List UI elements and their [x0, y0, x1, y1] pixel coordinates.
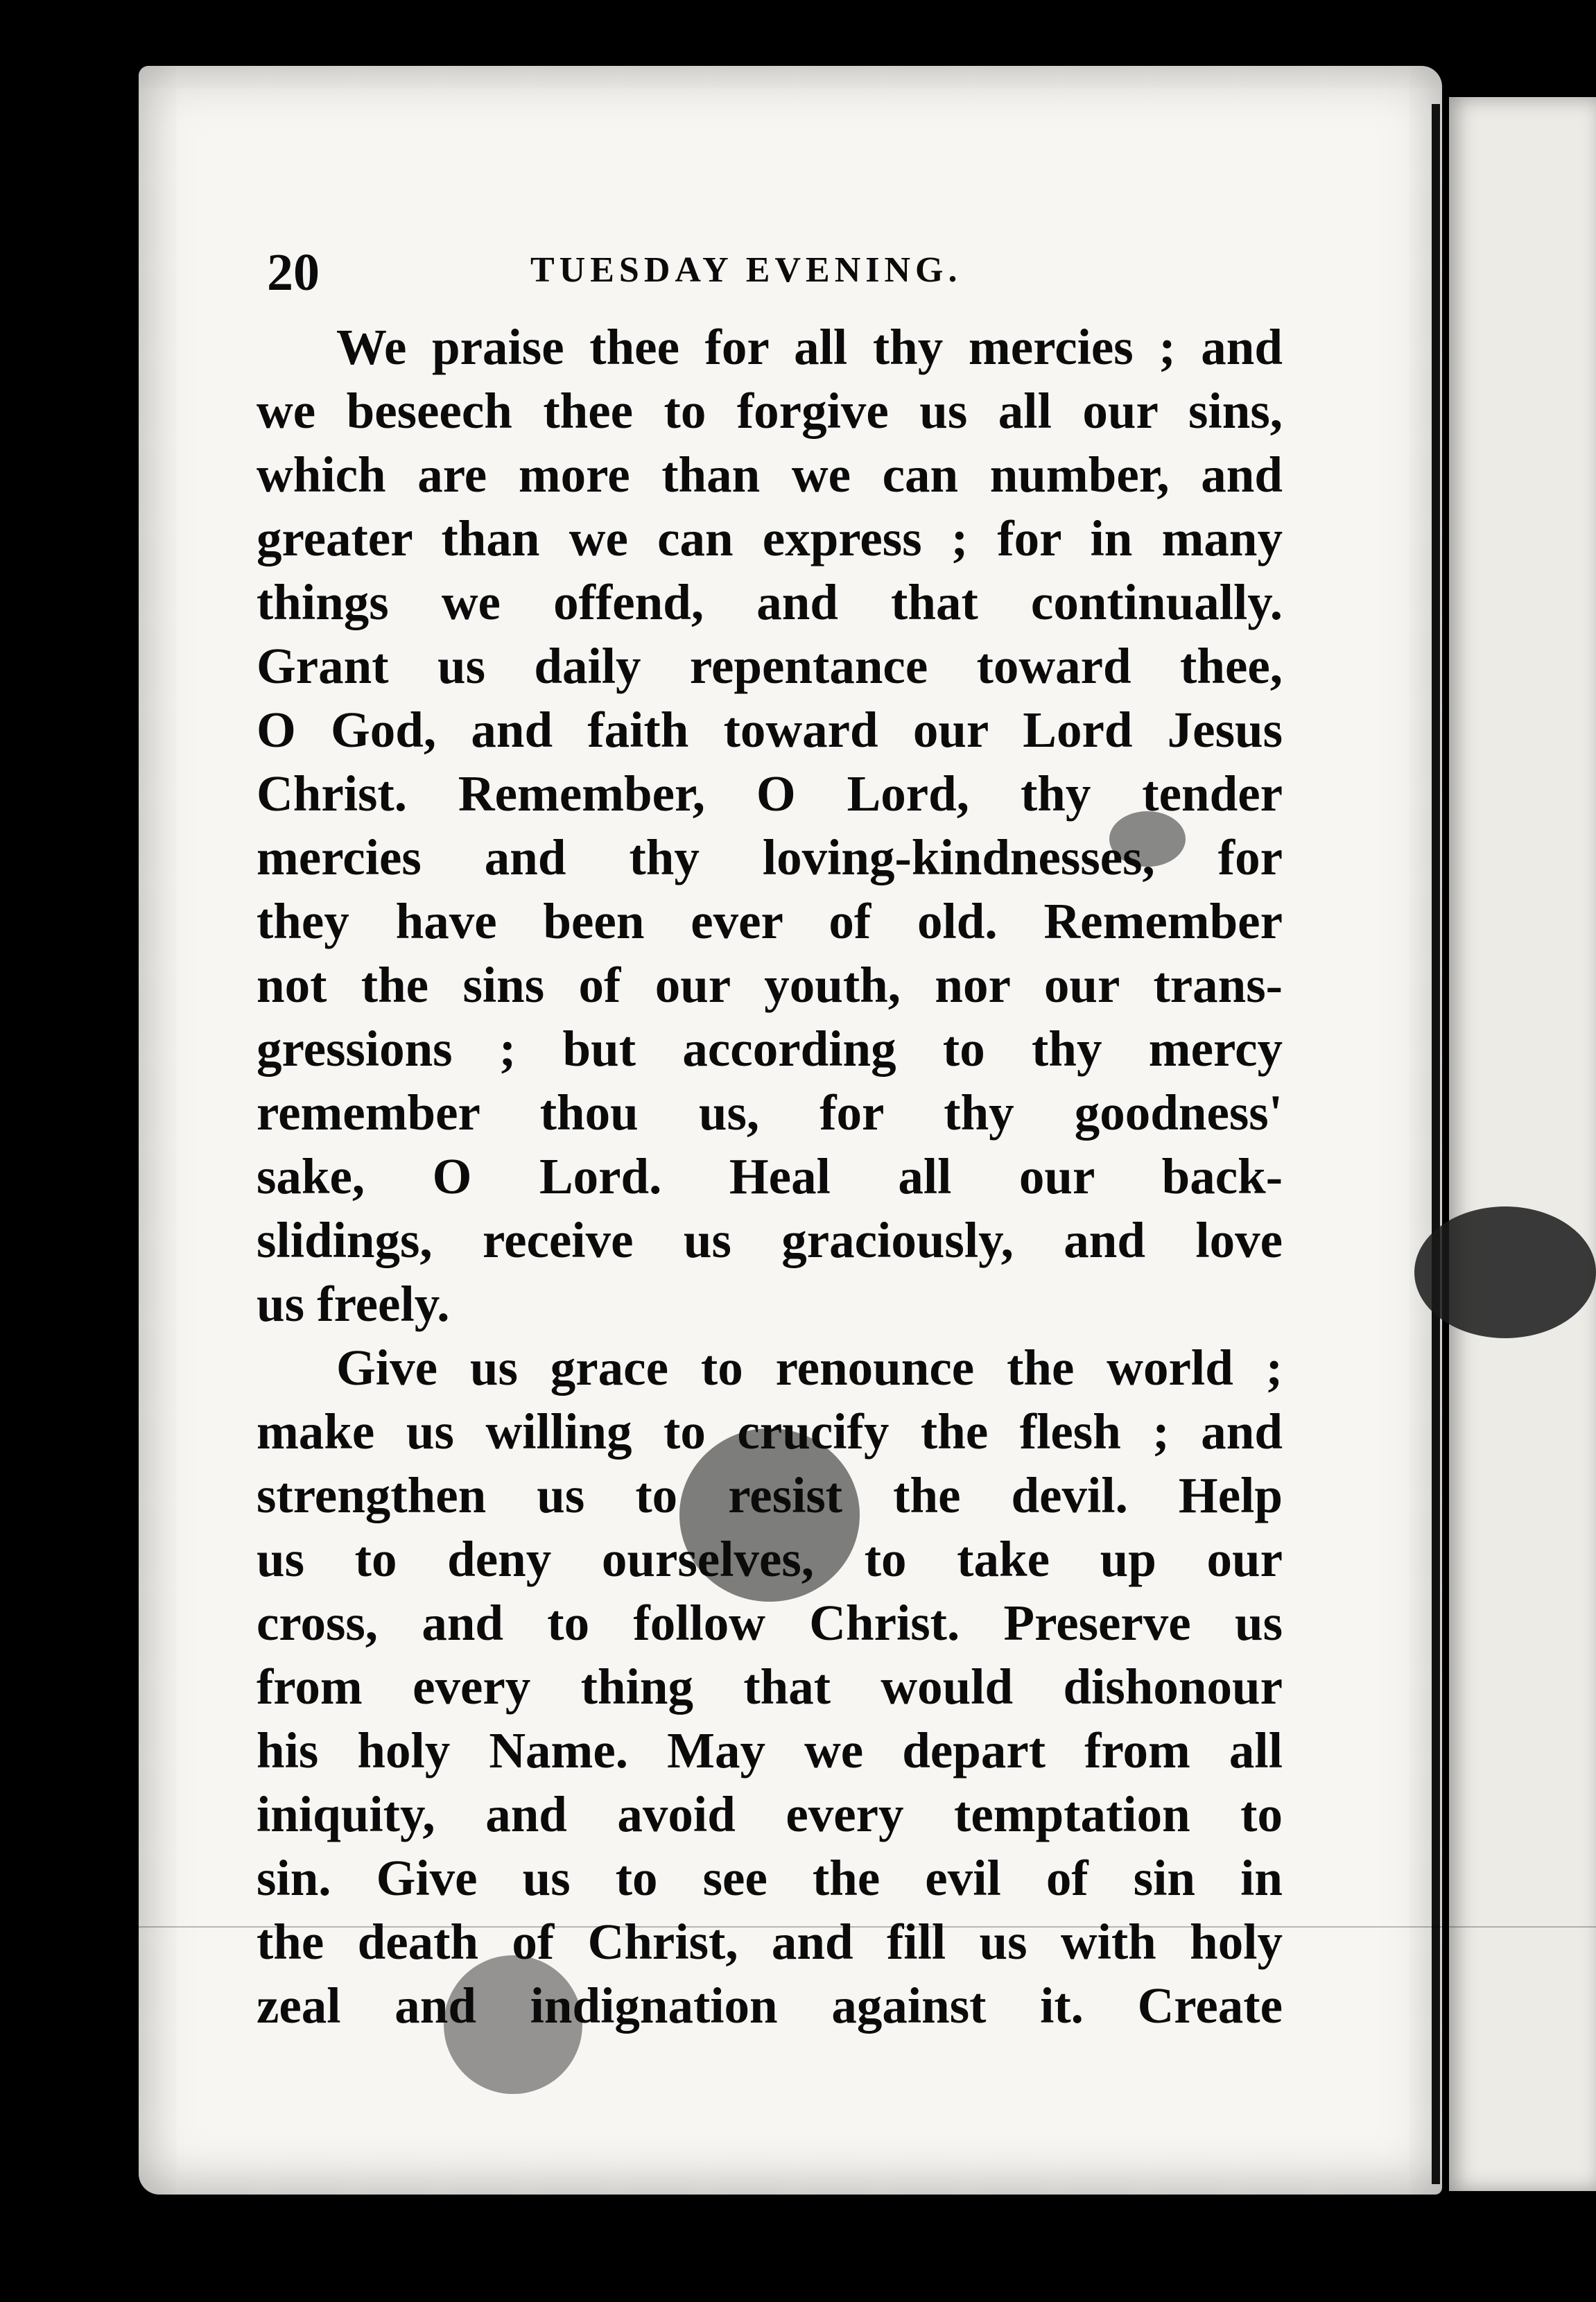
- text-line: mercies and thy loving-kindnesses, for: [257, 829, 1283, 885]
- text-line: cross, and to follow Christ. Preserve us: [257, 1595, 1283, 1651]
- text-line: things we offend, and that continually.: [257, 574, 1283, 630]
- text-line: his holy Name. May we depart from all: [257, 1722, 1283, 1779]
- text-line: O God, and faith toward our Lord Jesus: [257, 702, 1283, 758]
- ink-stain: [1414, 1206, 1596, 1338]
- page-gutter-edge: [1432, 104, 1440, 2184]
- text-line: sake, O Lord. Heal all our back-: [257, 1148, 1283, 1204]
- text-line: sin. Give us to see the evil of sin in: [257, 1850, 1283, 1906]
- text-line: make us willing to crucify the flesh ; and: [257, 1403, 1283, 1460]
- text-line: We praise thee for all thy mercies ; and: [336, 319, 1283, 375]
- text-line: zeal and indignation against it. Create: [257, 1978, 1283, 2034]
- text-line: strengthen us to resist the devil. Help: [257, 1467, 1283, 1523]
- text-line: slidings, receive us graciously, and love: [257, 1212, 1283, 1268]
- text-line: iniquity, and avoid every temptation to: [257, 1786, 1283, 1842]
- running-head: TUESDAY EVENING.: [530, 250, 962, 290]
- text-line: Christ. Remember, O Lord, thy tender: [257, 765, 1283, 822]
- text-line: greater than we can express ; for in many: [257, 510, 1283, 566]
- body-text: [257, 315, 1283, 2038]
- text-line: us freely.: [257, 1276, 450, 1332]
- text-line: not the sins of our youth, nor our trans-: [257, 957, 1283, 1013]
- text-line: gressions ; but according to thy mercy: [257, 1021, 1283, 1077]
- text-line: Give us grace to renounce the world ;: [336, 1340, 1283, 1396]
- paragraph-1: [257, 315, 1283, 1336]
- facing-page: [1449, 97, 1596, 2191]
- text-line: us to deny ourselves, to take up our: [257, 1531, 1283, 1587]
- paragraph-2: [257, 1336, 1283, 2038]
- text-line: we beseech thee to forgive us all our sins,: [257, 383, 1283, 439]
- text-line: remember thou us, for thy goodness': [257, 1084, 1283, 1141]
- page-number: 20: [267, 243, 320, 302]
- text-line: they have been ever of old. Remember: [257, 893, 1283, 949]
- text-line: Grant us daily repentance toward thee,: [257, 638, 1283, 694]
- page-header: [267, 243, 1293, 305]
- text-line: which are more than we can number, and: [257, 447, 1283, 503]
- text-line: the death of Christ, and fill us with holy: [257, 1914, 1283, 1970]
- text-line: from every thing that would dishonour: [257, 1659, 1283, 1715]
